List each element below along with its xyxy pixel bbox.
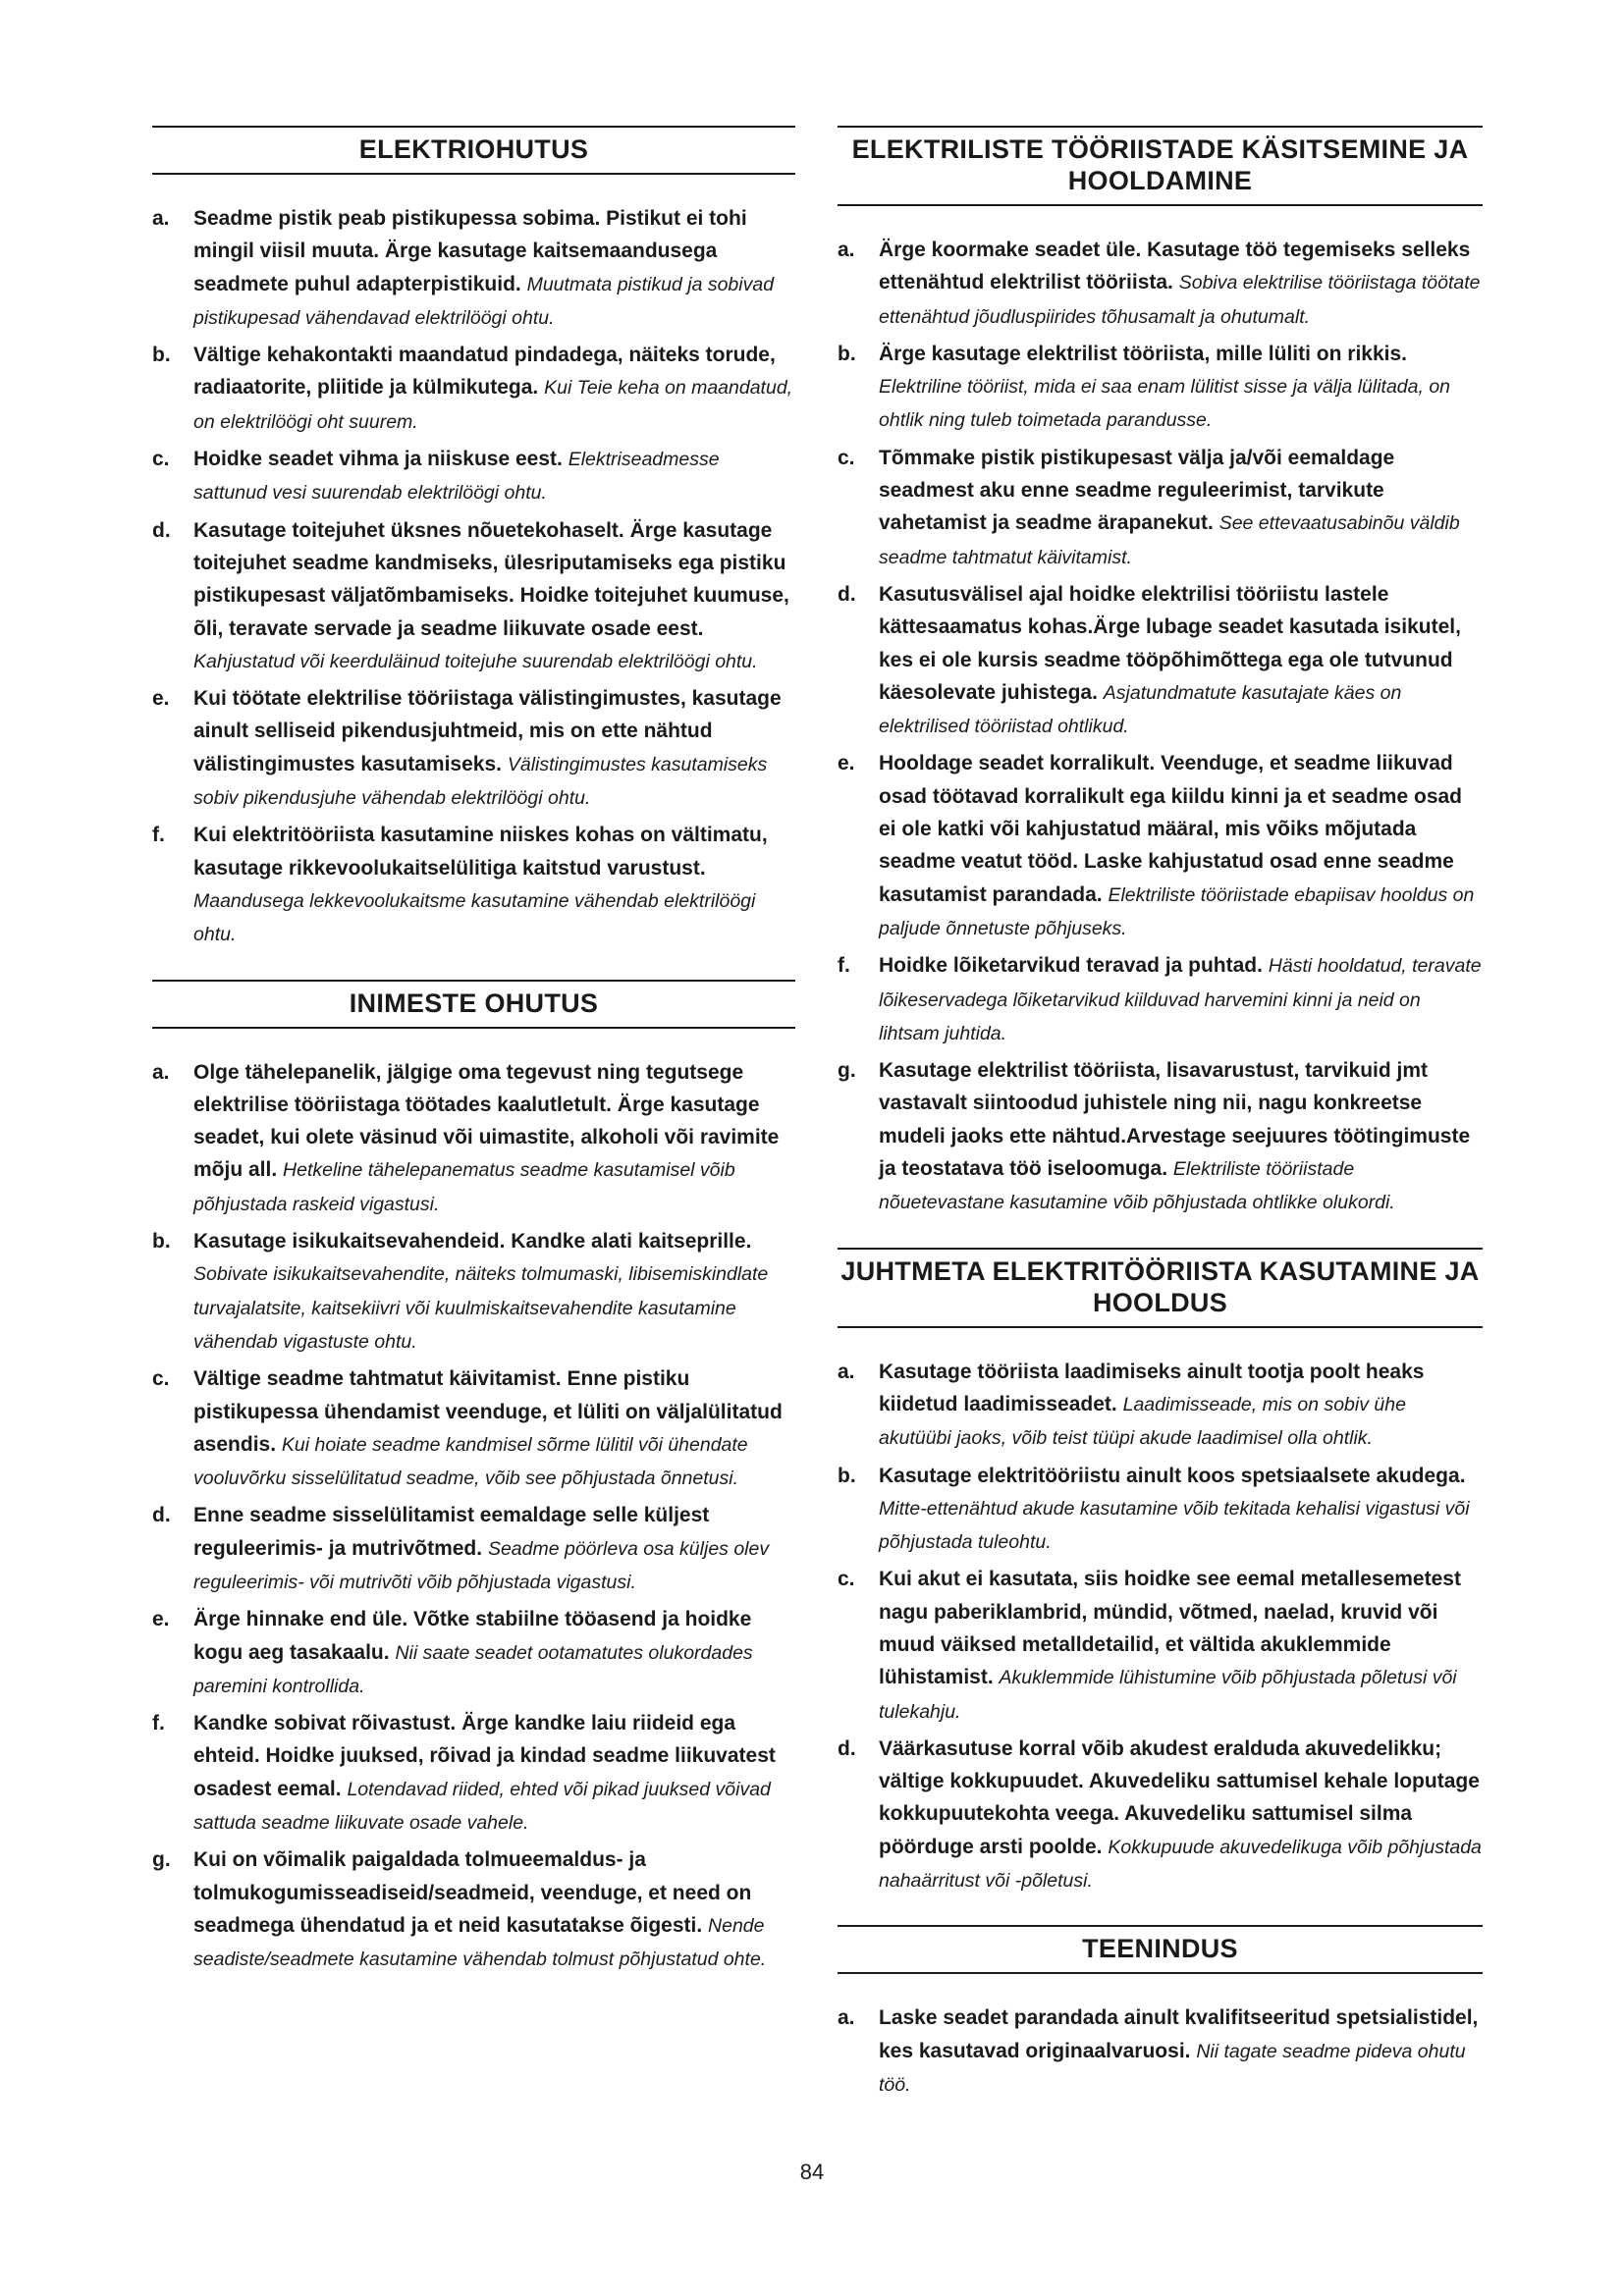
list-item	[838, 442, 1483, 574]
item-explanation: Maandusega lekkevoolukaitsme kasutamine vähendab elektrilöögi ohtu.	[193, 889, 756, 946]
list-item	[152, 1603, 795, 1703]
item-marker: f.	[152, 824, 165, 847]
list-item	[152, 1499, 795, 1599]
item-marker: d.	[838, 1736, 856, 1760]
item-explanation: Välistingimustes kasutamiseks sobiv pikendusjuhe vähendab elektrilöögi ohtu.	[193, 753, 768, 810]
section-heading: TEENINDUS	[838, 1925, 1483, 1974]
item-list	[152, 1056, 795, 1977]
item-marker: d.	[152, 518, 171, 542]
list-item	[838, 1356, 1483, 1456]
item-marker: d.	[152, 1504, 171, 1527]
item-marker: e.	[152, 687, 170, 711]
item-explanation: See ettevaatusabinõu väldib seadme tahtmatut käivitamist.	[879, 512, 1460, 568]
item-instruction: Olge tähelepanelik, jälgige oma tegevust ning tegutsege elektrilise tööriistaga töötades kaalutletult. Ärge kasutage seadet, kui olete väsinud või uimastite, alkoholi või ravimite mõju all.	[193, 1060, 780, 1182]
item-instruction: Kandke sobivat rõivastust. Ärge kandke laiu riideid ega ehteid. Hoidke juuksed, rõivad ja kindad seadme liikuvatest osadest eemal.	[193, 1712, 776, 1800]
item-marker: f.	[838, 954, 850, 978]
item-instruction: Hooldage seadet korralikult. Veenduge, et seadme liikuvad osad töötavad korralikult ega kiildu kinni ja et seadme osad ei ole katki või kahjustatud määral, mis võiks mõjutada seadme veatut tööd. Laske kahjustatud osad enne seadme kasutamist parandada.	[879, 752, 1463, 906]
section-heading: INIMESTE OHUTUS	[152, 980, 795, 1029]
section-juhtmeta-elektritooriista-kasutamine-ja-hooldus	[838, 1248, 1483, 1898]
item-instruction: Hoidke seadet vihma ja niiskuse eest.	[193, 448, 563, 471]
item-explanation: Elektriseadmesse sattunud vesi suurendab elektrilöögi ohtu.	[193, 449, 720, 505]
item-marker: e.	[838, 752, 855, 775]
item-explanation: Nii tagate seadme pideva ohutu töö.	[879, 2040, 1466, 2096]
list-item	[838, 578, 1483, 743]
page-number: 84	[799, 2160, 825, 2184]
list-item	[152, 1843, 795, 1976]
item-marker: a.	[152, 207, 170, 230]
item-explanation: Asjatundmatute kasutajate käes on elektrilised tööriistad ohtlikud.	[879, 681, 1402, 738]
item-explanation: Nii saate seadet ootamatutes olukordades paremini kontrollida.	[193, 1641, 753, 1697]
item-marker: c.	[838, 1568, 855, 1591]
item-instruction: Kui on võimalik paigaldada tolmueemaldus- ja tolmukogumisseadiseid/seadmeid, veenduge, et need on seadmega ühendatud ja et neid kasutatakse õigesti.	[193, 1848, 752, 1937]
item-explanation: Laadimisseade, mis on sobiv ühe akutüübi jaoks, võib teist tüüpi akude laadimisel olla ohtlik.	[879, 1393, 1406, 1450]
item-instruction: Kasutage elektrilist tööriista, lisavarustust, tarvikuid jmt vastavalt siintoodud juhistele ning nii, nagu konkreetse mudeli jaoks ette nähtud.Arvestage seejuures töötingimuste ja teostatava töö iseloomuga.	[879, 1059, 1471, 1181]
list-item	[152, 1225, 795, 1359]
item-explanation: Muutmata pistikud ja sobivad pistikupesad vähendavad elektrilöögi ohtu.	[193, 273, 775, 329]
list-item	[838, 1460, 1483, 1560]
item-marker: g.	[838, 1059, 856, 1083]
item-marker: b.	[152, 1230, 171, 1254]
item-instruction: Kui akut ei kasutata, siis hoidke see eemal metallesemetest nagu paberiklambrid, mündid, võtmed, naelad, kruvid või muud väiksed metalldetailid, et vältida akuklemmide lühistamist.	[879, 1568, 1461, 1689]
item-explanation: Elektriliste tööriistade ebapiisav hooldus on paljude õnnetuste põhjuseks.	[879, 883, 1475, 939]
item-explanation: Elektriliste tööriistade nõuetevastane kasutamine võib põhjustada ohtlikke olukordi.	[879, 1158, 1395, 1214]
item-instruction: Vältige kehakontakti maandatud pindadega, näiteks torude, radiaatorite, pliitide ja külmikutega.	[193, 344, 776, 400]
list-item	[152, 1362, 795, 1495]
item-instruction: Kasutage tööriista laadimiseks ainult tootja poolt heaks kiidetud laadimisseadet.	[879, 1360, 1425, 1415]
list-item	[838, 1563, 1483, 1728]
item-instruction: Kasutage elektritööriistu ainult koos spetsiaalsete akudega.	[879, 1464, 1466, 1487]
item-explanation: Hästi hooldatud, teravate lõikeservadega lõiketarvikud kiilduvad harvemini kinni ja neid on lihtsam juhtida.	[879, 955, 1482, 1044]
item-marker: c.	[152, 1367, 170, 1391]
item-marker: g.	[152, 1848, 171, 1872]
section-teenindus	[838, 1925, 1483, 2102]
item-explanation: Seadme pöörleva osa küljes olev reguleerimis- või mutrivõti võib põhjustada vigastusi.	[193, 1537, 770, 1593]
item-marker: b.	[838, 1464, 856, 1487]
item-list	[838, 2002, 1483, 2102]
item-marker: e.	[152, 1608, 170, 1631]
item-explanation: Kui Teie keha on maandatud, on elektrilöögi oht suurem.	[193, 377, 793, 433]
section-elektriohutus	[152, 126, 795, 952]
item-instruction: Ärge koormake seadet üle. Kasutage töö tegemiseks selleks ettenähtud elektrilist tööriista.	[879, 239, 1471, 294]
list-item	[152, 1056, 795, 1221]
list-item	[152, 682, 795, 815]
item-explanation: Kahjustatud või keerduläinud toitejuhe suurendab elektrilöögi ohtu.	[193, 650, 758, 672]
item-instruction: Vältige seadme tahtmatut käivitamist. Enne pistiku pistikupessa ühendamist veenduge, et lüliti on väljalülitatud asendis.	[193, 1367, 783, 1456]
item-instruction: Seadme pistik peab pistikupessa sobima. Pistikut ei tohi mingil viisil muuta. Ärge kasutage kaitsemaandusega seadmete puhul adapterpistikuid.	[193, 207, 747, 295]
item-instruction: Ärge kasutage elektrilist tööriista, mille lüliti on rikkis.	[879, 342, 1408, 365]
item-list	[152, 202, 795, 952]
list-item	[838, 949, 1483, 1050]
item-explanation: Nende seadiste/seadmete kasutamine vähendab tolmust põhjustatud ohte.	[193, 1914, 767, 1971]
item-marker: a.	[838, 239, 855, 261]
right-column	[838, 126, 1483, 2129]
left-column	[152, 126, 795, 2004]
section-elektriliste-tooriistade-kasitsemine-ja-hooldamine	[838, 126, 1483, 1220]
item-marker: a.	[838, 2006, 855, 2030]
list-item	[838, 747, 1483, 945]
item-explanation: Sobiva elektrilise tööriistaga töötate ettenähtud jõudluspiirides tõhusamalt ja ohutumalt.	[879, 272, 1481, 328]
item-instruction: Ärge hinnake end üle. Võtke stabiilne tööasend ja hoidke kogu aeg tasakaalu.	[193, 1608, 752, 1664]
list-item	[152, 1707, 795, 1840]
list-item	[838, 338, 1483, 438]
section-heading: ELEKTRILISTE TÖÖRIISTADE KÄSITSEMINE JA HOOLDAMINE	[838, 126, 1483, 206]
section-inimeste-ohutus	[152, 980, 795, 1977]
item-explanation: Mitte-ettenähtud akude kasutamine võib tekitada kehalisi vigastusi või põhjustada tuleohtu.	[879, 1497, 1470, 1554]
list-item	[152, 202, 795, 335]
list-item	[152, 819, 795, 951]
item-marker: c.	[152, 448, 170, 471]
item-list	[838, 1356, 1483, 1898]
item-marker: c.	[838, 446, 855, 469]
item-instruction: Kasutusvälisel ajal hoidke elektrilisi tööriistu lastele kättesaamatus kohas.Ärge lubage seadet kasutada isikutel, kes ei ole kursis seadme tööpõhimõttega ega ole tutvunud käesolevate juhistega.	[879, 582, 1461, 704]
item-explanation: Kui hoiate seadme kandmisel sõrme lülitil või ühendate vooluvõrku sisselülitatud seadme, võib see põhjustada õnnetusi.	[193, 1433, 748, 1490]
list-item	[152, 339, 795, 439]
item-instruction: Kasutage isikukaitsevahendeid. Kandke alati kaitseprille.	[193, 1230, 752, 1254]
list-item	[838, 2002, 1483, 2102]
item-explanation: Elektriline tööriist, mida ei saa enam lülitist sisse ja välja lülitada, on ohtlik ning tuleb toimetada parandusse.	[879, 376, 1451, 432]
list-item	[838, 1733, 1483, 1897]
item-instruction: Kasutage toitejuhet üksnes nõuetekohaselt. Ärge kasutage toitejuhet seadme kandmiseks, ülesriputamiseks ega pistiku pistikupesast väljatõmbamiseks. Hoidke toitejuhet kuumuse, õli, teravate servade ja seadme liikuvate osade eest.	[193, 518, 789, 640]
list-item	[152, 514, 795, 678]
item-explanation: Kokkupuude akuvedelikuga võib põhjustada nahaärritust või -põletusi.	[879, 1836, 1482, 1893]
item-explanation: Sobivate isikukaitsevahendite, näiteks tolmumaski, libisemiskindlate turvajalatsite, kaitsekiivri või kuulmiskaitsevahendite kasutamine vähendab vigastuste ohtu.	[193, 1263, 769, 1353]
item-explanation: Hetkeline tähelepanematus seadme kasutamisel võib põhjustada raskeid vigastusi.	[193, 1159, 735, 1215]
item-marker: a.	[838, 1360, 855, 1383]
item-marker: f.	[152, 1712, 165, 1735]
item-instruction: Väärkasutuse korral võib akudest eralduda akuvedelikku; vältige kokkupuudet. Akuvedeliku sattumisel kehale loputage kokkupuutekohta veega. Akuvedeliku sattumisel silma pöörduge arsti poolde.	[879, 1736, 1480, 1858]
item-instruction: Enne seadme sisselülitamist eemaldage selle küljest reguleerimis- ja mutrivõtmed.	[193, 1504, 710, 1560]
item-instruction: Hoidke lõiketarvikud teravad ja puhtad.	[879, 954, 1263, 978]
list-item	[838, 1054, 1483, 1219]
list-item	[838, 234, 1483, 334]
item-marker: d.	[838, 582, 856, 606]
item-marker: b.	[152, 344, 171, 367]
section-heading: JUHTMETA ELEKTRITÖÖRIISTA KASUTAMINE JA HOOLDUS	[838, 1248, 1483, 1328]
list-item	[152, 443, 795, 510]
item-instruction: Tõmmake pistik pistikupesast välja ja/või eemaldage seadmest aku enne seadme reguleerimist, tarvikute vahetamist ja seadme ärapanekut.	[879, 446, 1395, 535]
item-marker: b.	[838, 342, 856, 365]
item-explanation: Lotendavad riided, ehted või pikad juuksed võivad sattuda seadme liikuvate osade vahele.	[193, 1778, 771, 1835]
item-list	[838, 234, 1483, 1220]
item-marker: a.	[152, 1060, 170, 1084]
section-heading: ELEKTRIOHUTUS	[152, 126, 795, 175]
item-instruction: Kui töötate elektrilise tööriistaga välistingimustes, kasutage ainult selliseid pikendusjuhtmeid, mis on ette nähtud välistingimustes kasutamiseks.	[193, 687, 782, 775]
item-explanation: Akuklemmide lühistumine võib põhjustada põletusi või tulekahju.	[879, 1667, 1457, 1723]
item-instruction: Laske seadet parandada ainult kvalifitseeritud spetsialistidel, kes kasutavad originaalvaruosi.	[879, 2006, 1479, 2062]
item-instruction: Kui elektritööriista kasutamine niiskes kohas on vältimatu, kasutage rikkevoolukaitselülitiga kaitstud varustust.	[193, 824, 768, 880]
